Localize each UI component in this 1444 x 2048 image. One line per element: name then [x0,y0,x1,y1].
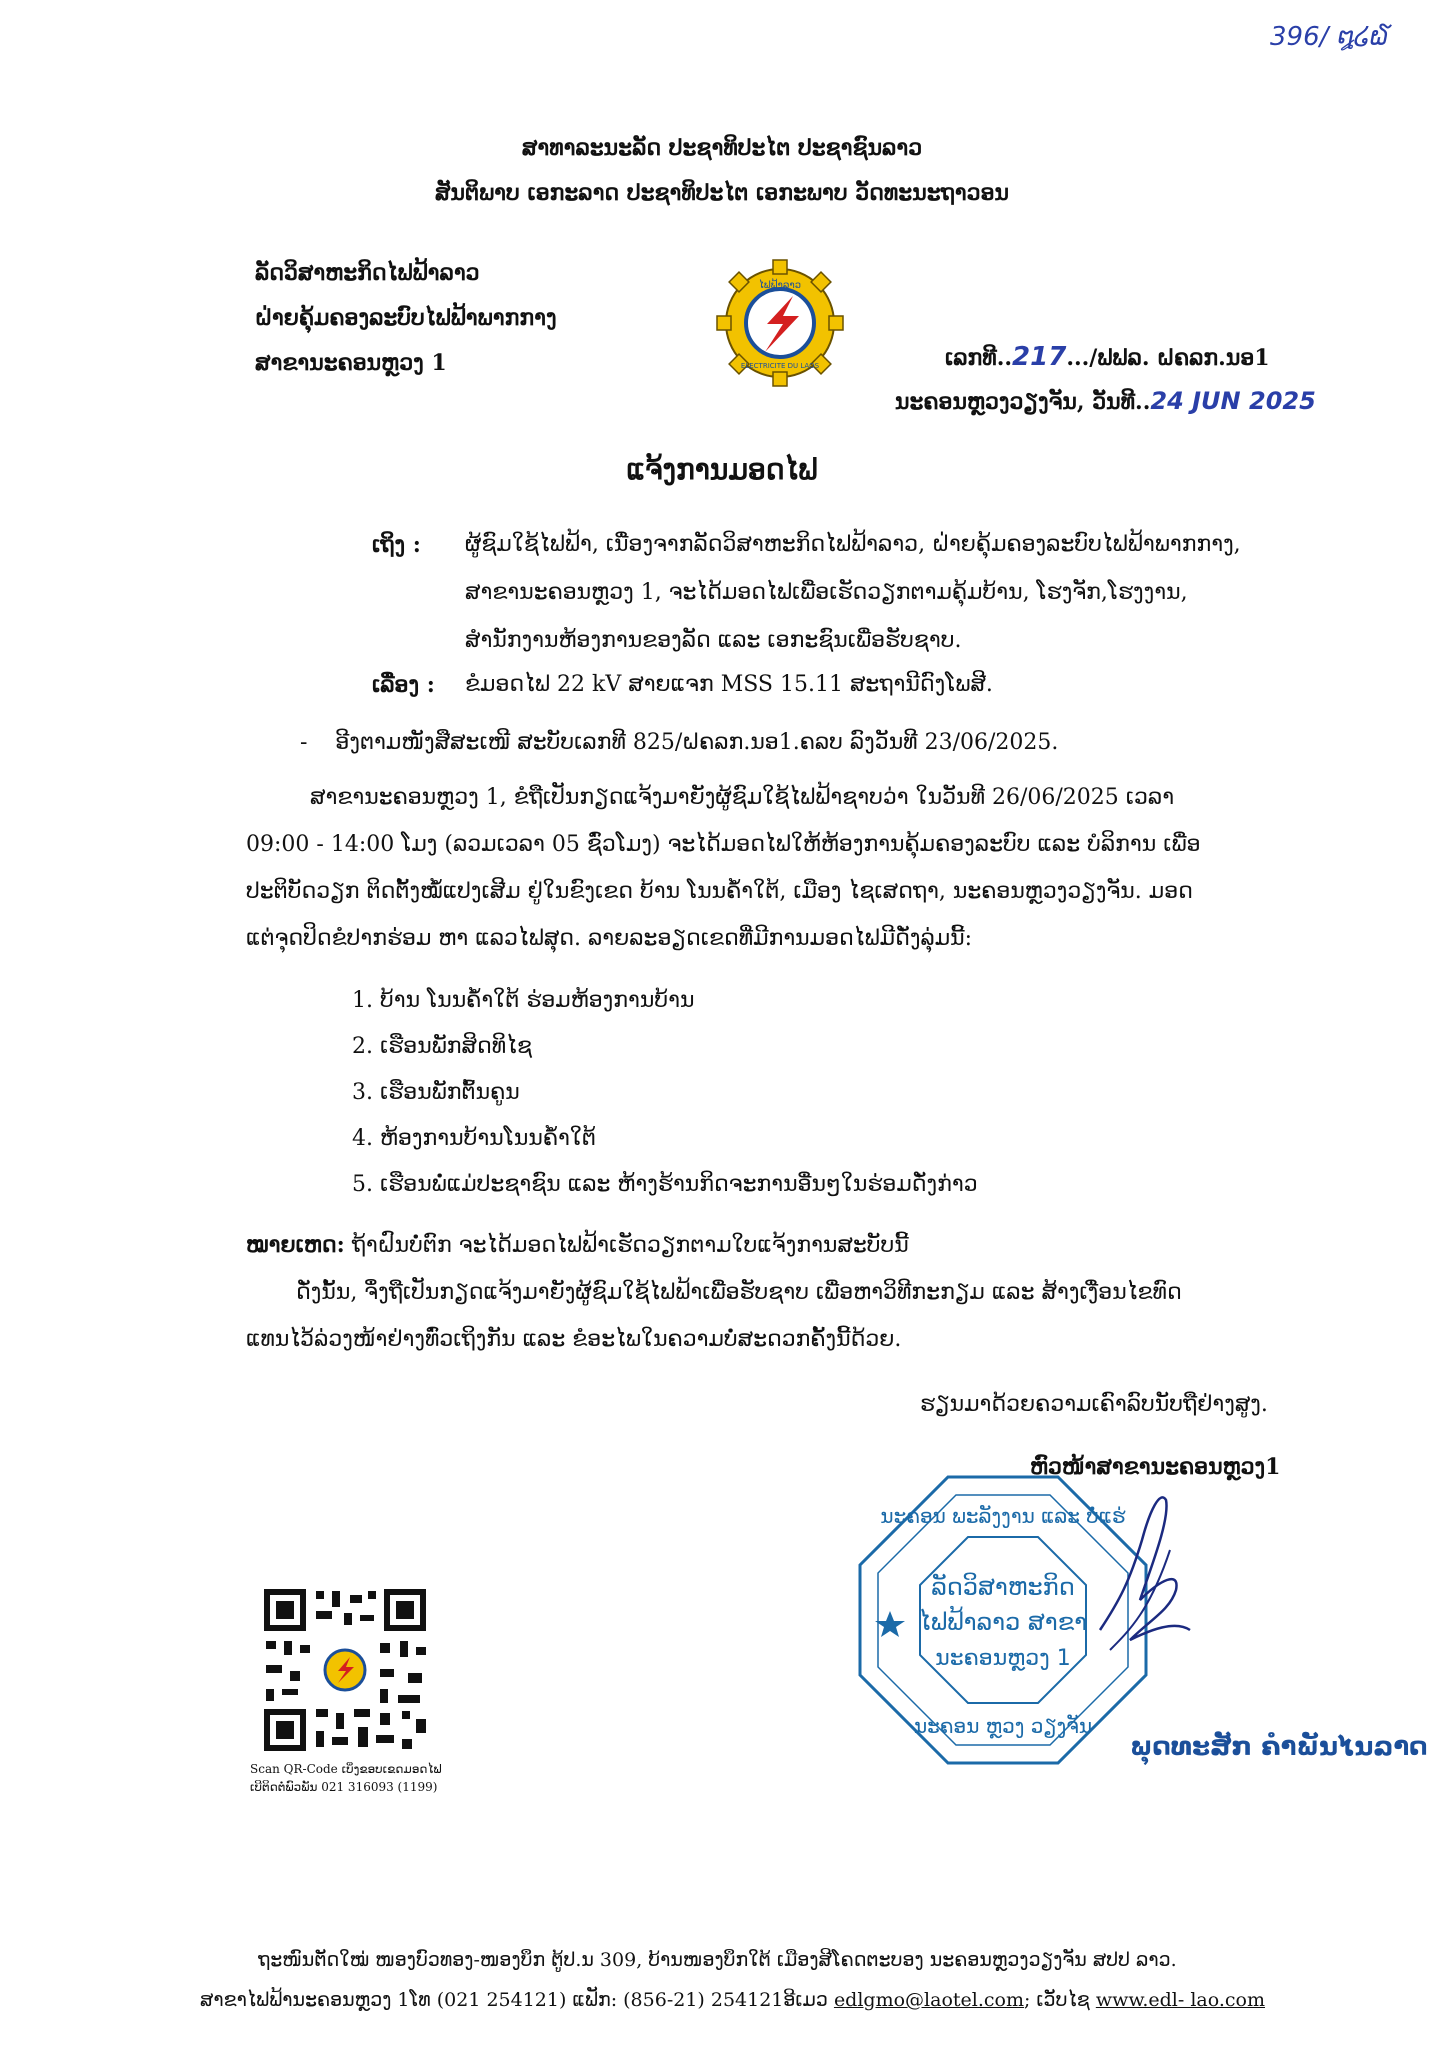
note-text: ຖ້າຝົນບໍ່ຕົກ ຈະໄດ້ມອດໄຟຟ້າເຮັດວຽກຕາມໃບແຈ້ງການສະບັບນີ້ [351,1233,909,1258]
list-item: 2. ເຮືອນພັກສິດທິໄຊ [352,1034,532,1059]
logo-text-top: ໄຟຟ້າລາວ [758,280,802,291]
stamp-outer-bottom: ນະຄອນ ຫຼວງ ວຽງຈັນ [913,1714,1093,1738]
qr-code-icon [260,1585,430,1755]
stamp-line3: ນະຄອນຫຼວງ 1 [935,1646,1071,1671]
to-label: ເຖິງ : [372,532,421,558]
subject-label: ເລື່ອງ : [372,672,435,698]
ref-date: 24 JUN 2025 [1150,387,1316,415]
signatory-title: ຫົວໜ້າສາຂານະຄອນຫຼວງ1 [1030,1454,1281,1480]
list-item: 3. ເຮືອນພັກຕົ້ນຄູນ [352,1080,520,1105]
document-title: ແຈ້ງການມອດໄຟ [626,453,818,486]
footer-contact [200,1987,1265,2013]
reference-line: - ອີງຕາມໜັງສືສະເໜີ ສະບັບເລກທີ 825/ຝຄລກ.ນອ1.ຄລບ ລົງວັນທີ 23/06/2025. [300,730,1059,755]
reference-line-text: ອີງຕາມໜັງສືສະເໜີ ສະບັບເລກທີ 825/ຝຄລກ.ນອ1.ຄລບ ລົງວັນທີ 23/06/2025. [335,730,1059,755]
ref-label: ເລກທີ [945,345,997,371]
logo-text-bottom: ELECTRICITE DU LAOS [740,362,820,370]
footer-email-link[interactable]: edlgmo@laotel.com [833,1989,1024,2011]
ref-place-label: ນະຄອນຫຼວງວຽງຈັນ, ວັນທີ [895,389,1136,415]
list-item: 1. ບ້ານ ໂນນຄໍ້າໃຕ້ ຮ່ອມຫ້ອງການບ້ານ [352,988,695,1013]
note-line [246,1230,909,1261]
subject-text: ຂໍມອດໄຟ 22 kV ສາຍແຈກ MSS 15.11 ສະຖານີດົງໂພສີ. [465,672,993,697]
body-line4: ແຕ່ຈຸດປິດຂໍປາກຮ່ອມ ຫາ ແລວໄຟສຸດ. ລາຍລະອຽດເຂດທີ່ມີການມອດໄຟມີດັ່ງລຸ່ມນີ້: [246,926,973,951]
list-item: 5. ເຮືອນພໍ່ແມ່ປະຊາຊົນ ແລະ ຫ້າງຮ້ານກິດຈະການອື່ນໆໃນຮ່ອມດັ່ງກ່າວ [352,1172,978,1197]
qr-code[interactable] [260,1585,430,1755]
ref-date-line: ນະຄອນຫຼວງວຽງຈັນ, ວັນທີ..24 JUN 2025 [895,387,1316,415]
national-header-line2: ສັນຕິພາບ ເອກະລາດ ປະຊາທິປະໄຕ ເອກະພາບ ວັດທະນະຖາວອນ [435,180,1009,206]
footer-contact-mid: ; ເວັບໄຊ [1023,1989,1090,2011]
closing-line2: ແທນໄວ້ລ່ວງໜ້າຢ່າງທົ່ວເຖິງກັນ ແລະ ຂໍອະໄພໃນຄວາມບໍ່ສະດວກຄັ້ງນີ້ດ້ວຍ. [246,1327,902,1352]
org-line2: ຝ່າຍຄຸ້ມຄອງລະບົບໄຟຟ້າພາກກາງ [255,305,557,331]
stamp-star-icon [875,1611,905,1637]
stamp-line2: ໄຟຟ້າລາວ ສາຂາ [918,1608,1088,1636]
national-header-line1: ສາທາລະນະລັດ ປະຊາທິປະໄຕ ປະຊາຊົນລາວ [521,135,923,161]
signatory-name: ພຸດທະສັກ ຄຳພັນໄນລາດ [1130,1732,1428,1762]
footer-contact-prefix: ສາຂາໄຟຟ້ານະຄອນຫຼວງ 1ໂທ (021 254121) ແຟັກ: (856-21) 254121ອີເມວ [200,1989,828,2011]
body-line1: ສາຂານະຄອນຫຼວງ 1, ຂໍຖືເປັນກຽດແຈ້ງມາຍັງຜູ້ຊົມໃຊ້ໄຟຟ້າຊາບວ່າ ໃນວັນທີ 26/06/2025 ເວລາ [310,785,1175,810]
footer-address: ຖະໜົນຕັດໃໝ່ ໜອງບົວທອງ-ໜອງບຶກ ຕູ້ປ.ນ 309, ບ້ານໜອງບຶກໃຕ້ ເມືອງສີໂຄດຕະບອງ ນະຄອນຫຼວງວຽງຈັນ ສປປ ລາວ. [258,1949,1177,1971]
org-line1: ລັດວິສາຫະກິດໄຟຟ້າລາວ [255,260,480,286]
org-line3: ສາຂານະຄອນຫຼວງ 1 [255,350,447,376]
edl-logo [715,258,845,388]
corner-handwritten-note: 396/ ໘໒໖ [1270,22,1390,52]
to-line1: ຜູ້ຊົມໃຊ້ໄຟຟ້າ, ເນື່ອງຈາກລັດວິສາຫະກິດໄຟຟ້າລາວ, ຝ່າຍຄຸ້ມຄອງລະບົບໄຟຟ້າພາກກາງ, [465,532,1241,557]
body-line2: 09:00 - 14:00 ໂມງ (ລວມເວລາ 05 ຊົ່ວໂມງ) ຈະໄດ້ມອດໄຟໃຫ້ຫ້ອງການຄຸ້ມຄອງລະບົບ ແລະ ບໍລິການ ເພື່ອ [246,832,1201,857]
qr-caption2: ເບີຕິດຕໍ່ພົວພັນ 021 316093 (1199) [250,1780,438,1794]
ref-number-line: ເລກທີ..217.../ຟຟລ. ຝຄລກ.ນອ1 [945,342,1270,372]
closing-line3: ຮຽນມາດ້ວຍຄວາມເຄົາລົບນັບຖືຢ່າງສູງ. [920,1392,1268,1417]
handwritten-signature [1080,1480,1200,1680]
note-label: ໝາຍເຫດ: [246,1232,345,1258]
ref-number: 217 [1012,342,1067,372]
stamp-outer-top: ນະຄອນ ພະລັງງານ ແລະ ບໍ່ແຮ່ [880,1504,1126,1528]
footer-website-link[interactable]: www.edl- lao.com [1095,1989,1265,2011]
to-line2: ສາຂານະຄອນຫຼວງ 1, ຈະໄດ້ມອດໄຟເພື່ອເຮັດວຽກຕາມຄຸ້ມບ້ານ, ໂຮງຈັກ,ໂຮງງານ, [465,580,1188,605]
qr-caption1: Scan QR-Code ເບິ່ງຂອບເຂດມອດໄຟ [250,1762,442,1776]
stamp-line1: ລັດວິສາຫະກິດ [931,1573,1075,1601]
to-line3: ສຳນັກງານຫ້ອງການຂອງລັດ ແລະ ເອກະຊົນເພື່ອຮັບຊາບ. [465,628,962,653]
list-item: 4. ຫ້ອງການບ້ານໂນນຄໍ້າໃຕ້ [352,1126,596,1151]
closing-line1: ດັ່ງນັ້ນ, ຈຶ່ງຖືເປັນກຽດແຈ້ງມາຍັງຜູ້ຊົມໃຊ້ໄຟຟ້າເພື່ອຮັບຊາບ ເພື່ອຫາວິທີກະກຽມ ແລະ ສ້າງເງື່ອນໄຂທົດ [296,1280,1182,1305]
ref-suffix: /ຟຟລ. ຝຄລກ.ນອ1 [1089,345,1270,371]
body-line3: ປະຕິບັດວຽກ ຕິດຕັ້ງໝໍ້ແປງເສີມ ຢູ່ໃນຂົງເຂດ ບ້ານ ໂນນຄໍ້າໃຕ້, ເມືອງ ໄຊເສດຖາ, ນະຄອນຫຼວງວຽງຈັນ. ມອດ [246,879,1193,904]
